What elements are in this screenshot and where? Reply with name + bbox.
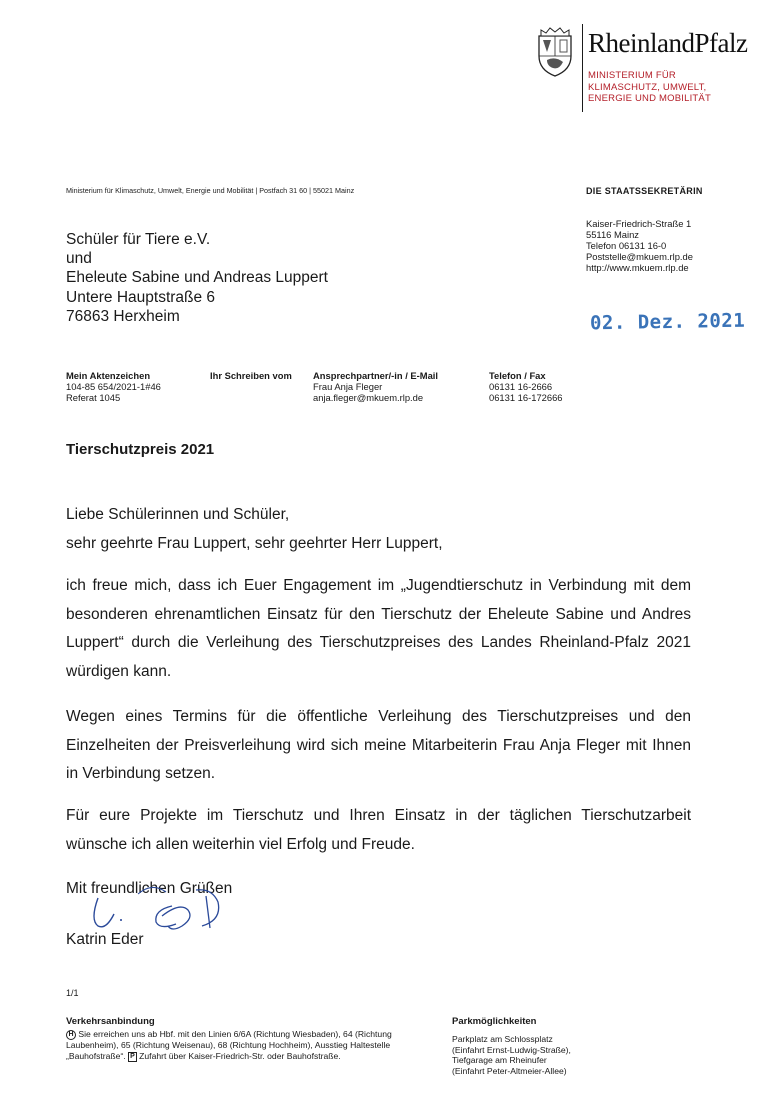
ministry-line: MINISTERIUM FÜR [588, 70, 676, 81]
reference-value: 06131 16-2666 [489, 381, 553, 392]
contact-line: Kaiser-Friedrich-Straße 1 [586, 218, 692, 229]
closing-phrase: Mit freundlichen Grüßen [66, 880, 233, 897]
parking-line: (Einfahrt Ernst-Ludwig-Straße), [452, 1044, 571, 1055]
office-title: DIE STAATSSEKRETÄRIN [586, 186, 703, 196]
date-stamp: 02. Dez. 2021 [589, 309, 746, 335]
recipient-line: Eheleute Sabine und Andreas Luppert [66, 269, 328, 287]
salutation [66, 501, 691, 558]
reference-value: 104-85 654/2021-1#46 [66, 381, 161, 392]
sender-return-address: Ministerium für Klimaschutz, Umwelt, Energie und Mobilität | Postfach 31 60 | 55021 Mainz [66, 186, 355, 195]
parking-heading: Parkmöglichkeiten [452, 1016, 537, 1027]
transport-text: Zufahrt über Kaiser-Friedrich-Str. oder Bauhofstraße. [139, 1051, 341, 1061]
reference-label: Ansprechpartner/-in / E-Mail [313, 370, 439, 381]
transport-info [66, 1029, 416, 1062]
bus-stop-icon: H [66, 1030, 76, 1040]
reference-telefon [489, 370, 563, 403]
salutation-line: Liebe Schülerinnen und Schüler, [66, 506, 290, 523]
reference-label: Ihr Schreiben vom [210, 370, 292, 381]
body-paragraph: Für eure Projekte im Tierschutz und Ihren Einsatz in der täglichen Tierschutzarbeit wünsche ich allen weiterhin viel Erfolg und Freude. [66, 807, 691, 853]
logo-divider [582, 24, 583, 112]
contact-website[interactable]: http://www.mkuem.rlp.de [586, 262, 689, 273]
contact-line: Telefon 06131 16-0 [586, 240, 667, 251]
reference-aktenzeichen [66, 370, 161, 403]
reference-label: Mein Aktenzeichen [66, 370, 151, 381]
reference-email[interactable]: anja.fleger@mkuem.rlp.de [313, 392, 424, 403]
body-paragraph: Wegen eines Termins für die öffentliche Verleihung des Tierschutzpreises und den Einzelheiten der Preisverleihung wird sich meine Mitarbeiterin Frau Anja Fleger mit Ihnen in Verbindung setzen. [66, 708, 691, 782]
ministry-name [588, 70, 711, 105]
reference-ansprechpartner [313, 370, 438, 403]
ministry-line: KLIMASCHUTZ, UMWELT, [588, 81, 707, 93]
recipient-line: und [66, 250, 92, 268]
ministry-line: ENERGIE UND MOBILITÄT [588, 93, 711, 104]
page-number: 1/1 [66, 988, 79, 998]
recipient-line: 76863 Herxheim [66, 307, 180, 325]
parking-line: Tiefgarage am Rheinufer [452, 1055, 547, 1066]
reference-value: Frau Anja Fleger [313, 381, 383, 392]
contact-email[interactable]: Poststelle@mkuem.rlp.de [586, 251, 693, 262]
recipient-line: Untere Hauptstraße 6 [66, 288, 216, 306]
reference-value: 06131 16-172666 [489, 392, 563, 403]
office-contact-block [586, 218, 693, 273]
transport-text: Sie erreichen uns ab Hbf. mit den Linien 6/6A (Richtung Wiesbaden), 64 (Richtung Laubenheim), 65 (Richtung Weisenau), 68 (Richtung Hochheim), Ausstieg Haltestelle „Bauhofstraße“. [66, 1029, 392, 1061]
parking-line: (Einfahrt Peter-Altmeier-Allee) [452, 1065, 567, 1076]
contact-line: 55116 Mainz [586, 229, 639, 240]
recipient-address [66, 230, 328, 326]
reference-value: Referat 1045 [66, 392, 121, 403]
salutation-line: sehr geehrte Frau Luppert, sehr geehrter Herr Luppert, [66, 534, 443, 552]
body-paragraph: ich freue mich, dass ich Euer Engagement im „Jugendtierschutz in Verbindung mit dem besonderen ehrenamtlichen Einsatz für den Tierschutz der Eheleute Sabine und Andres Luppert“ durch die Verleihung des Tierschutzpreises des Landes Rheinland-Pfalz 2021 würdigen kann. [66, 577, 691, 680]
recipient-line: Schüler für Tiere e.V. [66, 231, 211, 248]
signer-name: Katrin Eder [66, 931, 144, 948]
reference-schreiben [210, 370, 292, 381]
parking-icon: P [130, 1053, 135, 1060]
coat-of-arms-icon [533, 26, 577, 78]
reference-label: Telefon / Fax [489, 370, 546, 381]
logo-wordmark: RheinlandPfalz [588, 28, 748, 58]
parking-line: Parkplatz am Schlossplatz [452, 1034, 553, 1044]
letter-subject: Tierschutzpreis 2021 [66, 441, 215, 458]
parking-info [452, 1034, 571, 1076]
transport-heading: Verkehrsanbindung [66, 1016, 155, 1027]
